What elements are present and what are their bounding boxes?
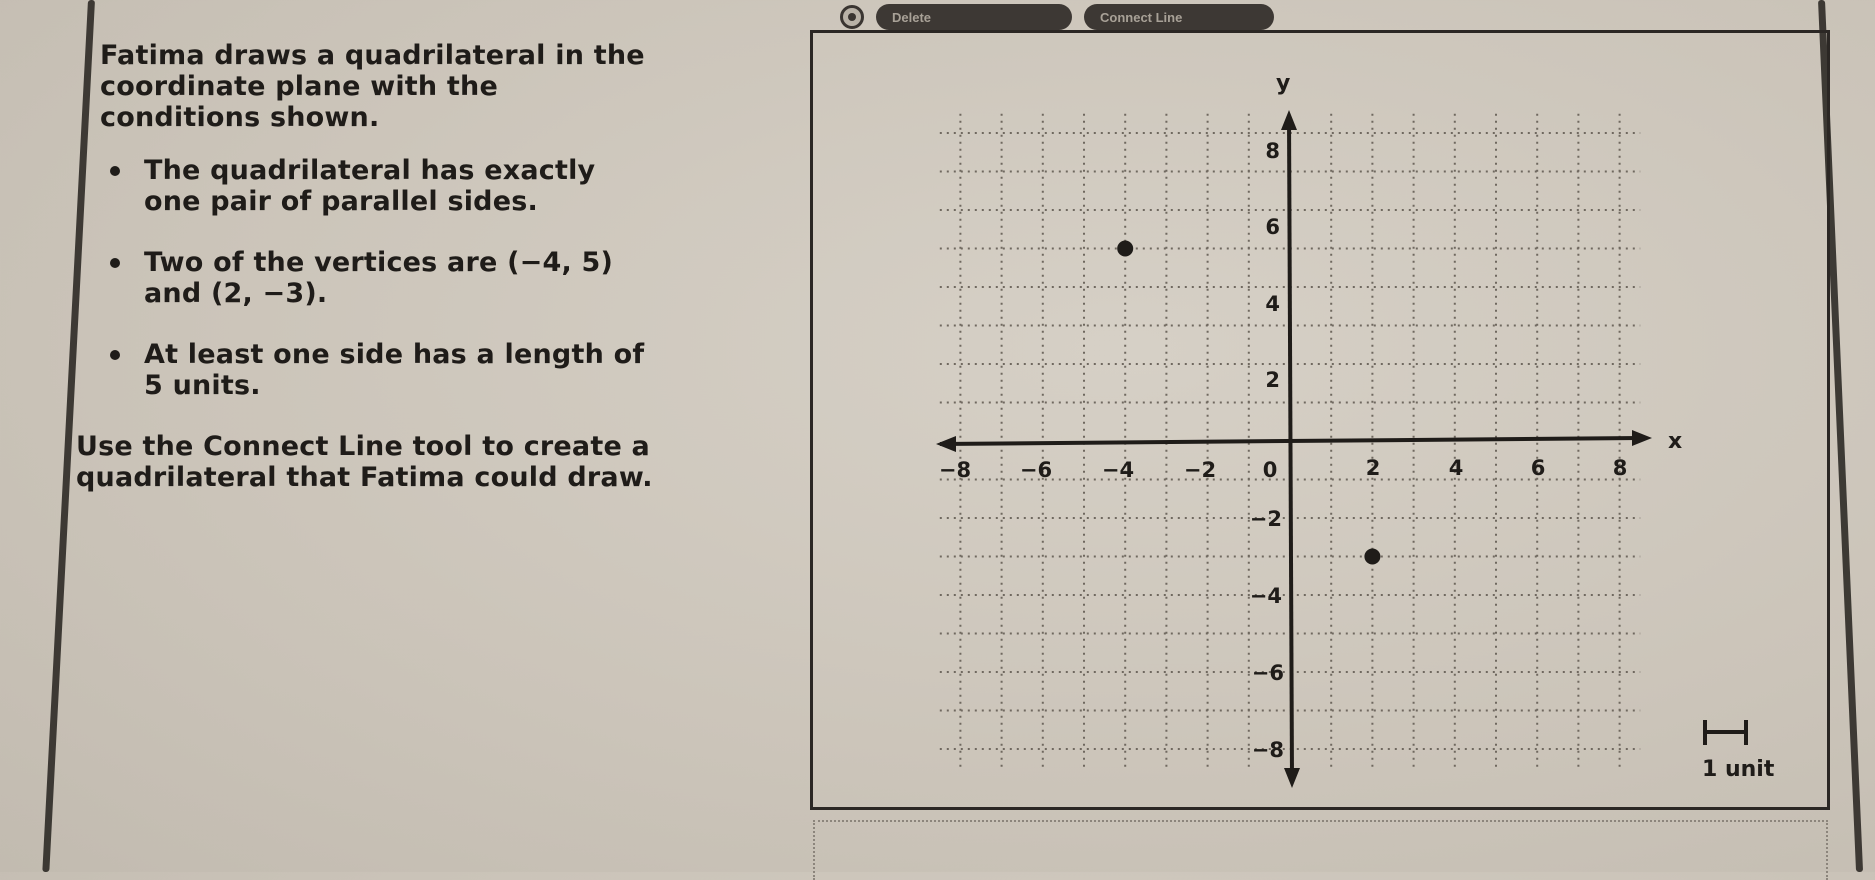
x-tick-labels xyxy=(939,456,1627,482)
condition-text: The quadrilateral has exactly one pair of parallel sides. xyxy=(144,155,596,217)
svg-text:4: 4 xyxy=(1448,456,1464,480)
condition-text: At least one side has a length of 5 units. xyxy=(144,339,645,401)
svg-text:−8: −8 xyxy=(938,458,972,482)
plotted-point[interactable] xyxy=(1117,241,1133,257)
svg-text:−6: −6 xyxy=(1251,661,1284,685)
svg-text:0: 0 xyxy=(1262,458,1278,482)
svg-text:−8: −8 xyxy=(1251,738,1284,762)
svg-text:−4: −4 xyxy=(1101,458,1135,482)
y-axis xyxy=(1281,110,1300,788)
question-intro: Fatima draws a quadrilateral in the coordinate plane with the conditions shown. xyxy=(100,40,645,133)
svg-text:−2: −2 xyxy=(1249,507,1282,531)
condition-text: Two of the vertices are (−4, 5) and (2, −3). xyxy=(144,247,614,309)
delete-button[interactable]: Delete xyxy=(876,4,1072,30)
instruction-text: Use the Connect Line tool to create a quadrilateral that Fatima could draw. xyxy=(76,431,653,493)
svg-text:−2: −2 xyxy=(1183,458,1217,482)
x-axis-label: x xyxy=(1668,429,1683,454)
y-axis-down-arrow-icon xyxy=(1284,768,1300,788)
svg-text:−6: −6 xyxy=(1019,458,1053,482)
svg-text:−4: −4 xyxy=(1249,584,1282,608)
connect-line-button[interactable]: Connect Line xyxy=(1084,4,1274,30)
x-axis xyxy=(936,430,1652,452)
svg-text:6: 6 xyxy=(1265,215,1280,239)
svg-text:6: 6 xyxy=(1530,456,1546,480)
svg-text:2: 2 xyxy=(1365,456,1381,480)
svg-text:4: 4 xyxy=(1265,292,1280,316)
y-axis-label: y xyxy=(1276,71,1291,96)
y-tick-labels xyxy=(1250,139,1284,762)
x-axis-right-arrow-icon xyxy=(1632,430,1652,446)
answer-area[interactable] xyxy=(813,820,1828,880)
svg-text:2: 2 xyxy=(1265,368,1280,392)
svg-text:8: 8 xyxy=(1265,139,1280,163)
y-axis-up-arrow-icon xyxy=(1281,110,1297,130)
x-axis-left-arrow-icon xyxy=(936,436,956,452)
svg-text:8: 8 xyxy=(1612,456,1628,480)
unit-scale-icon xyxy=(1705,720,1746,745)
unit-scale-label: 1 unit xyxy=(1702,757,1775,782)
plotted-point[interactable] xyxy=(1364,549,1380,565)
